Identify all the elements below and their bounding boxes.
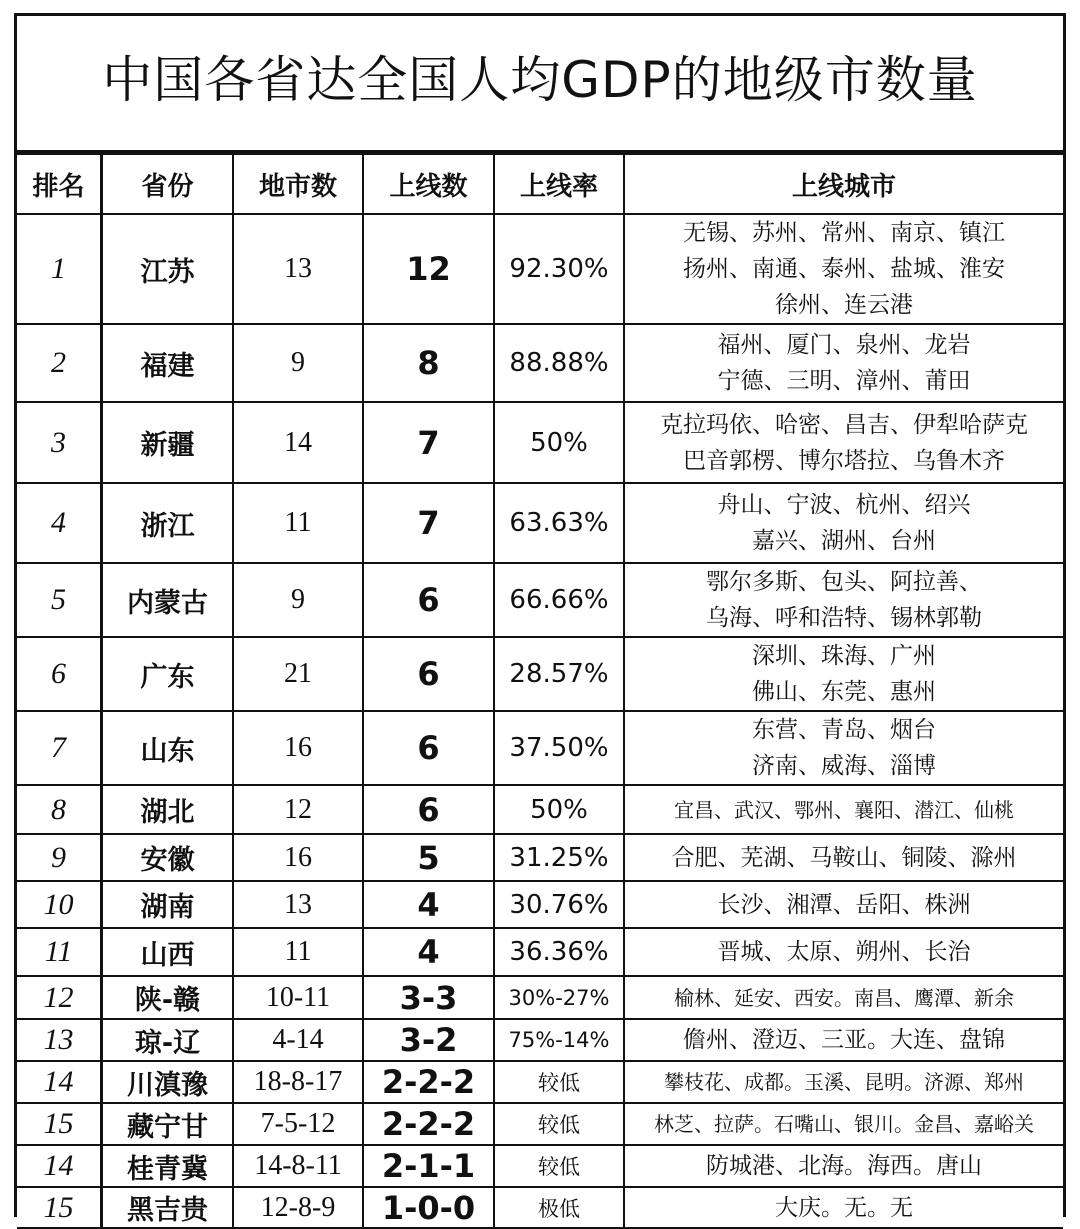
rank-cell: 10 [17, 881, 102, 928]
table-row [17, 637, 1063, 711]
city-line: 晋城、太原、朔州、长治 [717, 939, 971, 965]
qualified-count-cell: 1-0-0 [363, 1187, 494, 1228]
qualified-count-cell: 5 [363, 834, 494, 881]
table-row [17, 214, 1063, 324]
qualified-rate-cell: 极低 [494, 1187, 624, 1228]
province-cell: 湖南 [102, 881, 234, 928]
rank-cell: 9 [17, 834, 102, 881]
qualified-count-cell: 2-2-2 [363, 1061, 494, 1103]
rank-cell: 2 [17, 324, 102, 402]
qualified-count-cell: 2-2-2 [363, 1103, 494, 1145]
city-line: 济南、威海、淄博 [752, 753, 936, 779]
qualified-rate-cell: 28.57% [494, 637, 624, 711]
rank-cell: 3 [17, 402, 102, 483]
table-row [17, 834, 1063, 881]
qualified-rate-cell: 75%-14% [494, 1019, 624, 1061]
city-line: 大庆。无。无 [775, 1194, 913, 1221]
qualified-count-cell: 3-3 [363, 976, 494, 1019]
rank-cell: 14 [17, 1061, 102, 1103]
qualified-cities-cell [624, 483, 1063, 563]
table-row [17, 711, 1063, 785]
qualified-cities-cell [624, 563, 1063, 637]
qualified-count-cell: 2-1-1 [363, 1145, 494, 1187]
header-qualified-cities: 上线城市 [624, 154, 1063, 214]
city-line: 合肥、芜湖、马鞍山、铜陵、滁州 [671, 844, 1017, 871]
header-prefecture-count: 地市数 [233, 154, 363, 214]
prefecture-count-cell: 12 [233, 785, 363, 834]
qualified-cities-cell [624, 881, 1063, 928]
qualified-count-cell: 6 [363, 637, 494, 711]
table-row [17, 1187, 1063, 1228]
prefecture-count-cell: 14-8-11 [233, 1145, 363, 1187]
table-row [17, 324, 1063, 402]
qualified-count-cell: 3-2 [363, 1019, 494, 1061]
prefecture-count-cell: 16 [233, 711, 363, 785]
city-line: 攀枝花、成都。玉溪、昆明。济源、郑州 [664, 1070, 1024, 1094]
header-rank: 排名 [17, 154, 102, 214]
qualified-count-cell: 6 [363, 785, 494, 834]
province-cell: 陕-赣 [102, 976, 234, 1019]
qualified-cities-cell [624, 1061, 1063, 1103]
province-cell: 桂青冀 [102, 1145, 234, 1187]
province-cell: 琼-辽 [102, 1019, 234, 1061]
qualified-rate-cell: 37.50% [494, 711, 624, 785]
gdp-table-sheet [14, 13, 1066, 1227]
province-cell: 福建 [102, 324, 234, 402]
qualified-count-cell: 6 [363, 563, 494, 637]
table-row [17, 881, 1063, 928]
qualified-cities-cell [624, 1145, 1063, 1187]
table-row [17, 1061, 1063, 1103]
province-cell: 黑吉贵 [102, 1187, 234, 1228]
qualified-rate-cell: 88.88% [494, 324, 624, 402]
prefecture-count-cell: 21 [233, 637, 363, 711]
rank-cell: 4 [17, 483, 102, 563]
city-line: 林芝、拉萨。石嘴山、银川。金昌、嘉峪关 [654, 1112, 1034, 1136]
city-line: 嘉兴、湖州、台州 [752, 528, 936, 554]
qualified-cities-cell [624, 402, 1063, 483]
rank-cell: 6 [17, 637, 102, 711]
province-cell: 江苏 [102, 214, 234, 324]
qualified-cities-cell [624, 1019, 1063, 1061]
data-table [17, 153, 1063, 1229]
city-line: 东营、青岛、烟台 [752, 717, 936, 743]
prefecture-count-cell: 11 [233, 928, 363, 976]
rank-cell: 14 [17, 1145, 102, 1187]
prefecture-count-cell: 18-8-17 [233, 1061, 363, 1103]
prefecture-count-cell: 12-8-9 [233, 1187, 363, 1228]
province-cell: 藏宁甘 [102, 1103, 234, 1145]
city-line: 福州、厦门、泉州、龙岩 [717, 332, 971, 358]
rank-cell: 11 [17, 928, 102, 976]
qualified-rate-cell: 较低 [494, 1103, 624, 1145]
qualified-cities-cell [624, 324, 1063, 402]
qualified-rate-cell: 31.25% [494, 834, 624, 881]
prefecture-count-cell: 13 [233, 881, 363, 928]
rank-cell: 15 [17, 1187, 102, 1228]
city-line: 儋州、澄迈、三亚。大连、盘锦 [683, 1027, 1005, 1053]
header-row [17, 154, 1063, 214]
header-qualified-count: 上线数 [363, 154, 494, 214]
qualified-rate-cell: 50% [494, 785, 624, 834]
qualified-rate-cell: 较低 [494, 1061, 624, 1103]
prefecture-count-cell: 14 [233, 402, 363, 483]
table-row [17, 402, 1063, 483]
city-line: 宜昌、武汉、鄂州、襄阳、潜江、仙桃 [674, 797, 1014, 822]
province-cell: 新疆 [102, 402, 234, 483]
city-line: 舟山、宁波、杭州、绍兴 [717, 492, 971, 518]
table-row [17, 483, 1063, 563]
city-line: 巴音郭楞、博尔塔拉、乌鲁木齐 [683, 447, 1005, 474]
prefecture-count-cell: 7-5-12 [233, 1103, 363, 1145]
header-province: 省份 [102, 154, 234, 214]
prefecture-count-cell: 9 [233, 324, 363, 402]
qualified-rate-cell: 较低 [494, 1145, 624, 1187]
table-body [17, 214, 1063, 1228]
qualified-rate-cell: 66.66% [494, 563, 624, 637]
qualified-cities-cell [624, 1103, 1063, 1145]
qualified-cities-cell [624, 214, 1063, 324]
rank-cell: 15 [17, 1103, 102, 1145]
prefecture-count-cell: 4-14 [233, 1019, 363, 1061]
rank-cell: 12 [17, 976, 102, 1019]
province-cell: 广东 [102, 637, 234, 711]
rank-cell: 5 [17, 563, 102, 637]
qualified-count-cell: 8 [363, 324, 494, 402]
province-cell: 内蒙古 [102, 563, 234, 637]
page-title: 中国各省达全国人均GDP的地级市数量 [102, 51, 978, 109]
city-line: 长沙、湘潭、岳阳、株洲 [717, 891, 971, 918]
prefecture-count-cell: 13 [233, 214, 363, 324]
qualified-count-cell: 7 [363, 402, 494, 483]
city-line: 鄂尔多斯、包头、阿拉善、 [706, 569, 982, 595]
qualified-count-cell: 7 [363, 483, 494, 563]
table-row [17, 928, 1063, 976]
prefecture-count-cell: 10-11 [233, 976, 363, 1019]
qualified-cities-cell [624, 785, 1063, 834]
rank-cell: 7 [17, 711, 102, 785]
header-qualified-rate: 上线率 [494, 154, 624, 214]
table-row [17, 1019, 1063, 1061]
qualified-rate-cell: 92.30% [494, 214, 624, 324]
prefecture-count-cell: 11 [233, 483, 363, 563]
qualified-cities-cell [624, 834, 1063, 881]
city-line: 扬州、南通、泰州、盐城、淮安 [683, 256, 1005, 282]
table-row [17, 563, 1063, 637]
qualified-cities-cell [624, 928, 1063, 976]
qualified-cities-cell [624, 976, 1063, 1019]
city-line: 无锡、苏州、常州、南京、镇江 [683, 220, 1005, 246]
city-line: 佛山、东莞、惠州 [752, 679, 936, 705]
province-cell: 浙江 [102, 483, 234, 563]
qualified-count-cell: 12 [363, 214, 494, 324]
prefecture-count-cell: 16 [233, 834, 363, 881]
qualified-cities-cell [624, 711, 1063, 785]
rank-cell: 1 [17, 214, 102, 324]
qualified-rate-cell: 63.63% [494, 483, 624, 563]
province-cell: 安徽 [102, 834, 234, 881]
city-line: 榆林、延安、西安。南昌、鹰潭、新余 [674, 985, 1014, 1010]
city-line: 克拉玛依、哈密、昌吉、伊犁哈萨克 [660, 411, 1028, 438]
city-line: 防城港、北海。海西。唐山 [706, 1153, 982, 1179]
qualified-count-cell: 6 [363, 711, 494, 785]
qualified-rate-cell: 30%-27% [494, 976, 624, 1019]
qualified-cities-cell [624, 637, 1063, 711]
qualified-rate-cell: 50% [494, 402, 624, 483]
title-row [17, 16, 1063, 153]
province-cell: 山西 [102, 928, 234, 976]
province-cell: 川滇豫 [102, 1061, 234, 1103]
table-row [17, 1145, 1063, 1187]
province-cell: 山东 [102, 711, 234, 785]
qualified-cities-cell [624, 1187, 1063, 1228]
table-row [17, 976, 1063, 1019]
city-line: 深圳、珠海、广州 [752, 643, 936, 669]
qualified-rate-cell: 30.76% [494, 881, 624, 928]
qualified-rate-cell: 36.36% [494, 928, 624, 976]
prefecture-count-cell: 9 [233, 563, 363, 637]
qualified-count-cell: 4 [363, 928, 494, 976]
rank-cell: 13 [17, 1019, 102, 1061]
city-line: 徐州、连云港 [775, 292, 913, 318]
table-row [17, 785, 1063, 834]
qualified-count-cell: 4 [363, 881, 494, 928]
table-row [17, 1103, 1063, 1145]
city-line: 宁德、三明、漳州、莆田 [717, 368, 971, 394]
province-cell: 湖北 [102, 785, 234, 834]
city-line: 乌海、呼和浩特、锡林郭勒 [706, 605, 982, 631]
rank-cell: 8 [17, 785, 102, 834]
